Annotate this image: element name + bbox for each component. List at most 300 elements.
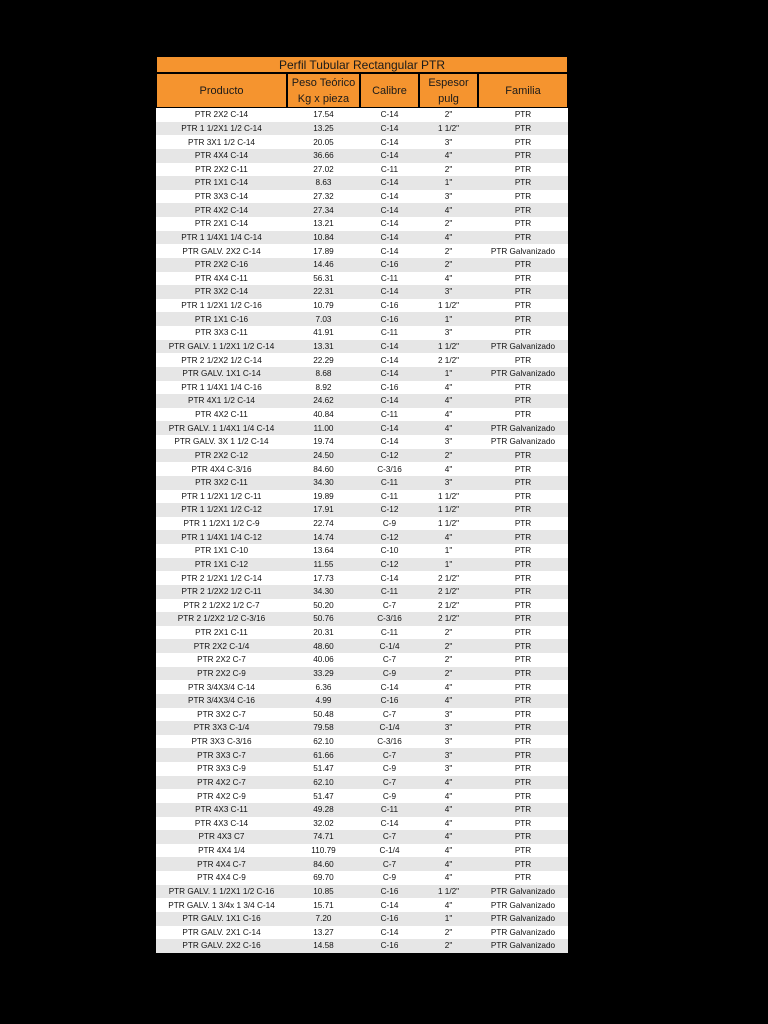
cell-espesor: 2" [444, 628, 453, 638]
cell-calibre: C-14 [380, 682, 399, 692]
cell-producto: PTR 4X1 1/2 C-14 [188, 396, 255, 406]
cell-calibre: C-11 [380, 628, 399, 638]
cell-calibre: C-11 [380, 410, 399, 420]
cell-peso: 15.71 [313, 900, 334, 910]
table-row [156, 667, 568, 681]
cell-producto: PTR 4X2 C-14 [194, 205, 249, 215]
cell-producto: PTR 2X2 C-7 [197, 655, 246, 665]
table-row [156, 653, 568, 667]
cell-peso: 50.76 [313, 614, 334, 624]
table-row [156, 135, 568, 149]
cell-espesor: 2" [444, 655, 453, 665]
table-row [156, 326, 568, 340]
header-peso [287, 73, 360, 108]
table-row [156, 776, 568, 790]
cell-familia: PTR [514, 641, 532, 651]
cell-familia: PTR Galvanizado [490, 341, 556, 351]
table-row [156, 571, 568, 585]
cell-familia: PTR Galvanizado [490, 369, 556, 379]
cell-espesor: 4" [444, 777, 453, 787]
cell-familia: PTR [514, 192, 532, 202]
cell-calibre: C-11 [380, 273, 399, 283]
table-row [156, 762, 568, 776]
header-peso-line2: Kg x pieza [297, 92, 350, 105]
cell-peso: 13.31 [313, 341, 334, 351]
cell-peso: 34.30 [313, 587, 334, 597]
cell-calibre: C-7 [382, 709, 397, 719]
cell-familia: PTR [514, 682, 532, 692]
cell-espesor: 4" [444, 382, 453, 392]
cell-peso: 56.31 [313, 273, 334, 283]
cell-espesor: 4" [444, 859, 453, 869]
cell-espesor: 3" [444, 328, 453, 338]
cell-espesor: 2 1/2" [437, 573, 460, 583]
cell-producto: PTR 4X3 C-14 [194, 818, 249, 828]
cell-producto: PTR 4X3 C-11 [195, 805, 248, 815]
cell-calibre: C-16 [380, 941, 399, 951]
table-row [156, 926, 568, 940]
cell-espesor: 1 1/2" [437, 519, 460, 529]
cell-producto: PTR 4X4 C-11 [195, 273, 248, 283]
table-row [156, 748, 568, 762]
cell-espesor: 4" [444, 205, 453, 215]
table-row [156, 694, 568, 708]
cell-familia: PTR Galvanizado [490, 886, 556, 896]
cell-espesor: 2 1/2" [437, 600, 460, 610]
cell-familia: PTR Galvanizado [490, 246, 556, 256]
cell-producto: PTR 1 1/4X1 1/4 C-16 [181, 382, 262, 392]
cell-calibre: C-7 [382, 655, 397, 665]
cell-producto: PTR GALV. 1 1/4X1 1/4 C-14 [168, 423, 275, 433]
table-row [156, 885, 568, 899]
cell-calibre: C-14 [380, 369, 399, 379]
cell-espesor: 4" [444, 805, 453, 815]
product-table [156, 56, 568, 953]
cell-familia: PTR [514, 832, 532, 842]
cell-familia: PTR [514, 546, 532, 556]
cell-familia: PTR [514, 260, 532, 270]
cell-peso: 74.71 [313, 832, 334, 842]
cell-familia: PTR [514, 382, 532, 392]
cell-peso: 22.74 [313, 519, 334, 529]
cell-peso: 4.99 [315, 696, 332, 706]
table-row [156, 272, 568, 286]
cell-calibre: C-11 [380, 805, 399, 815]
cell-peso: 27.02 [313, 164, 334, 174]
cell-peso: 24.50 [313, 450, 334, 460]
cell-producto: PTR 4X4 1/4 [198, 846, 245, 856]
cell-espesor: 2" [444, 927, 453, 937]
cell-familia: PTR [514, 314, 532, 324]
cell-espesor: 2 1/2" [437, 355, 460, 365]
table-row [156, 353, 568, 367]
cell-producto: PTR 4X4 C-9 [197, 873, 246, 883]
cell-calibre: C-14 [380, 396, 399, 406]
cell-producto: PTR 2 1/2X2 1/2 C-3/16 [177, 614, 266, 624]
cell-producto: PTR 2 1/2X2 1/2 C-14 [181, 355, 262, 365]
cell-espesor: 2" [444, 641, 453, 651]
table-row [156, 803, 568, 817]
cell-peso: 33.29 [313, 668, 334, 678]
header-calibre: Calibre [360, 73, 419, 108]
cell-familia: PTR Galvanizado [490, 437, 556, 447]
cell-peso: 14.74 [313, 532, 334, 542]
cell-peso: 17.73 [313, 573, 334, 583]
cell-calibre: C-12 [380, 450, 399, 460]
cell-espesor: 4" [444, 682, 453, 692]
cell-calibre: C-14 [380, 219, 399, 229]
cell-familia: PTR [514, 232, 532, 242]
cell-producto: PTR 2 1/2X2 1/2 C-7 [183, 600, 260, 610]
table-row [156, 680, 568, 694]
cell-peso: 10.79 [313, 301, 334, 311]
cell-peso: 13.27 [313, 927, 334, 937]
cell-familia: PTR Galvanizado [490, 423, 556, 433]
table-row [156, 190, 568, 204]
cell-calibre: C-14 [380, 927, 399, 937]
header-producto: Producto [156, 73, 287, 108]
cell-peso: 84.60 [313, 464, 334, 474]
table-row [156, 857, 568, 871]
cell-calibre: C-7 [382, 859, 397, 869]
table-row [156, 108, 568, 122]
cell-calibre: C-7 [382, 750, 397, 760]
cell-espesor: 2" [444, 219, 453, 229]
cell-calibre: C-14 [380, 123, 399, 133]
table-row [156, 394, 568, 408]
cell-peso: 13.25 [313, 123, 334, 133]
cell-producto: PTR 2X2 C-14 [194, 110, 249, 120]
cell-producto: PTR 1X1 C-14 [194, 178, 249, 188]
table-row [156, 381, 568, 395]
cell-familia: PTR [514, 491, 532, 501]
header-espesor-line2: pulg [438, 92, 459, 105]
table-row [156, 231, 568, 245]
cell-calibre: C-16 [380, 260, 399, 270]
cell-peso: 11.55 [313, 559, 334, 569]
cell-calibre: C-14 [380, 192, 399, 202]
cell-peso: 32.02 [313, 818, 334, 828]
cell-producto: PTR 3/4X3/4 C-14 [188, 682, 255, 692]
cell-peso: 17.91 [313, 505, 334, 515]
cell-producto: PTR 1 1/2X1 1/2 C-11 [181, 491, 262, 501]
cell-espesor: 3" [444, 287, 453, 297]
cell-producto: PTR 1 1/2X1 1/2 C-9 [183, 519, 260, 529]
cell-calibre: C-14 [380, 437, 399, 447]
cell-calibre: C-1/4 [379, 723, 400, 733]
cell-producto: PTR GALV. 1 1/2X1 1/2 C-14 [168, 341, 275, 351]
header-espesor-line1: Espesor [428, 76, 469, 89]
cell-familia: PTR [514, 301, 532, 311]
cell-familia: PTR [514, 587, 532, 597]
cell-familia: PTR [514, 859, 532, 869]
cell-calibre: C-14 [380, 287, 399, 297]
table-row [156, 639, 568, 653]
cell-calibre: C-14 [380, 246, 399, 256]
cell-calibre: C-14 [380, 151, 399, 161]
cell-familia: PTR [514, 764, 532, 774]
cell-familia: PTR [514, 328, 532, 338]
cell-calibre: C-11 [380, 491, 399, 501]
cell-peso: 34.30 [313, 478, 334, 488]
cell-producto: PTR 1 1/4X1 1/4 C-12 [181, 532, 262, 542]
table-row [156, 612, 568, 626]
cell-espesor: 1 1/2" [437, 505, 460, 515]
cell-familia: PTR [514, 505, 532, 515]
table-row [156, 585, 568, 599]
cell-familia: PTR [514, 600, 532, 610]
cell-calibre: C-11 [380, 164, 399, 174]
cell-espesor: 4" [444, 846, 453, 856]
cell-peso: 20.31 [313, 628, 334, 638]
cell-producto: PTR 1 1/2X1 1/2 C-12 [181, 505, 262, 515]
table-body [156, 108, 568, 953]
left-margin [0, 0, 53, 1024]
cell-espesor: 2" [444, 246, 453, 256]
header-espesor [419, 73, 478, 108]
cell-peso: 17.54 [313, 110, 334, 120]
table-row [156, 435, 568, 449]
table-row [156, 122, 568, 136]
table-row [156, 217, 568, 231]
table-row [156, 408, 568, 422]
cell-producto: PTR 3X3 C-9 [197, 764, 246, 774]
cell-espesor: 2" [444, 941, 453, 951]
cell-producto: PTR 3X2 C-7 [197, 709, 246, 719]
cell-espesor: 1" [444, 546, 453, 556]
cell-producto: PTR 1 1/4X1 1/4 C-14 [181, 232, 262, 242]
cell-familia: PTR [514, 273, 532, 283]
cell-calibre: C-12 [380, 505, 399, 515]
cell-espesor: 1 1/2" [437, 491, 460, 501]
cell-familia: PTR [514, 151, 532, 161]
cell-producto: PTR 2X1 C-11 [195, 628, 248, 638]
cell-calibre: C-7 [382, 832, 397, 842]
cell-calibre: C-10 [380, 546, 399, 556]
cell-producto: PTR 2X2 C-16 [194, 260, 249, 270]
cell-peso: 6.36 [315, 682, 332, 692]
cell-familia: PTR [514, 723, 532, 733]
table-row [156, 258, 568, 272]
cell-espesor: 1" [444, 314, 453, 324]
cell-producto: PTR 3X2 C-14 [194, 287, 249, 297]
table-row [156, 476, 568, 490]
cell-familia: PTR [514, 205, 532, 215]
cell-peso: 8.68 [315, 369, 332, 379]
cell-espesor: 4" [444, 791, 453, 801]
header-familia: Familia [478, 73, 568, 108]
cell-peso: 69.70 [313, 873, 334, 883]
cell-espesor: 3" [444, 764, 453, 774]
cell-espesor: 2" [444, 164, 453, 174]
cell-familia: PTR [514, 655, 532, 665]
cell-espesor: 4" [444, 410, 453, 420]
cell-peso: 51.47 [313, 764, 334, 774]
cell-producto: PTR 3X3 C-14 [194, 192, 249, 202]
cell-familia: PTR [514, 750, 532, 760]
table-row [156, 149, 568, 163]
right-margin [714, 0, 768, 1024]
cell-familia: PTR [514, 355, 532, 365]
cell-peso: 40.84 [313, 410, 334, 420]
cell-peso: 40.06 [313, 655, 334, 665]
cell-peso: 41.91 [313, 328, 334, 338]
cell-calibre: C-7 [382, 777, 397, 787]
table-row [156, 735, 568, 749]
cell-peso: 22.29 [313, 355, 334, 365]
cell-espesor: 1" [444, 369, 453, 379]
cell-producto: PTR 2X1 C-14 [194, 219, 249, 229]
cell-calibre: C-12 [380, 559, 399, 569]
cell-peso: 51.47 [313, 791, 334, 801]
table-row [156, 830, 568, 844]
cell-peso: 36.66 [313, 151, 334, 161]
cell-espesor: 4" [444, 900, 453, 910]
cell-producto: PTR 2 1/2X1 1/2 C-14 [181, 573, 262, 583]
cell-peso: 22.31 [313, 287, 334, 297]
cell-calibre: C-7 [382, 600, 397, 610]
cell-espesor: 3" [444, 709, 453, 719]
cell-espesor: 2 1/2" [437, 587, 460, 597]
cell-producto: PTR 3X3 C-1/4 [193, 723, 250, 733]
cell-familia: PTR [514, 846, 532, 856]
cell-familia: PTR [514, 696, 532, 706]
cell-espesor: 1 1/2" [437, 886, 460, 896]
table-title: Perfil Tubular Rectangular PTR [156, 56, 568, 73]
cell-calibre: C-3/16 [377, 464, 402, 474]
cell-familia: PTR [514, 737, 532, 747]
cell-producto: PTR 2X2 C-12 [194, 450, 249, 460]
cell-familia: PTR [514, 628, 532, 638]
table-row [156, 817, 568, 831]
cell-peso: 27.34 [313, 205, 334, 215]
table-row [156, 299, 568, 313]
cell-calibre: C-16 [380, 314, 399, 324]
cell-espesor: 2" [444, 110, 453, 120]
cell-espesor: 3" [444, 723, 453, 733]
cell-familia: PTR [514, 137, 532, 147]
cell-espesor: 4" [444, 396, 453, 406]
cell-producto: PTR 4X2 C-9 [197, 791, 246, 801]
cell-producto: PTR 2 1/2X2 1/2 C-11 [181, 587, 262, 597]
table-row [156, 163, 568, 177]
cell-familia: PTR [514, 123, 532, 133]
cell-calibre: C-14 [380, 232, 399, 242]
cell-espesor: 4" [444, 532, 453, 542]
cell-espesor: 4" [444, 273, 453, 283]
table-row [156, 176, 568, 190]
cell-producto: PTR GALV. 1X1 C-14 [182, 369, 261, 379]
table-row [156, 871, 568, 885]
cell-peso: 62.10 [313, 777, 334, 787]
cell-calibre: C-11 [380, 328, 399, 338]
table-row [156, 708, 568, 722]
cell-familia: PTR [514, 805, 532, 815]
cell-espesor: 4" [444, 464, 453, 474]
cell-familia: PTR [514, 519, 532, 529]
table-row [156, 544, 568, 558]
cell-espesor: 2" [444, 668, 453, 678]
cell-espesor: 4" [444, 832, 453, 842]
table-row [156, 517, 568, 531]
cell-espesor: 3" [444, 192, 453, 202]
cell-familia: PTR [514, 478, 532, 488]
cell-familia: PTR [514, 709, 532, 719]
table-row [156, 367, 568, 381]
table-row [156, 312, 568, 326]
table-row [156, 340, 568, 354]
cell-producto: PTR 1X1 C-12 [194, 559, 249, 569]
table-row [156, 626, 568, 640]
cell-peso: 110.79 [311, 846, 336, 856]
table-row [156, 285, 568, 299]
cell-producto: PTR 3X1 1/2 C-14 [188, 137, 255, 147]
cell-producto: PTR 4X4 C-7 [197, 859, 246, 869]
cell-peso: 7.20 [315, 914, 332, 924]
table-row [156, 530, 568, 544]
table-row [156, 599, 568, 613]
cell-peso: 61.66 [313, 750, 334, 760]
cell-espesor: 1" [444, 178, 453, 188]
table-row [156, 939, 568, 953]
cell-calibre: C-16 [380, 886, 399, 896]
cell-producto: PTR 3X3 C-3/16 [191, 737, 252, 747]
cell-familia: PTR [514, 614, 532, 624]
cell-espesor: 1" [444, 559, 453, 569]
cell-calibre: C-3/16 [377, 614, 402, 624]
cell-peso: 84.60 [313, 859, 334, 869]
cell-familia: PTR [514, 532, 532, 542]
cell-espesor: 2" [444, 260, 453, 270]
cell-familia: PTR [514, 559, 532, 569]
cell-familia: PTR [514, 178, 532, 188]
cell-espesor: 2 1/2" [437, 614, 460, 624]
cell-calibre: C-9 [382, 519, 397, 529]
cell-producto: PTR 1X1 C-10 [194, 546, 249, 556]
cell-peso: 17.89 [313, 246, 334, 256]
cell-peso: 14.46 [313, 260, 334, 270]
cell-producto: PTR 2X2 C-11 [195, 164, 248, 174]
cell-peso: 27.32 [313, 192, 334, 202]
cell-peso: 11.00 [313, 423, 334, 433]
cell-espesor: 1 1/2" [437, 123, 460, 133]
cell-familia: PTR Galvanizado [490, 927, 556, 937]
cell-producto: PTR 2X2 C-1/4 [193, 641, 250, 651]
cell-familia: PTR [514, 287, 532, 297]
cell-calibre: C-14 [380, 423, 399, 433]
cell-producto: PTR 1 1/2X1 1/2 C-14 [181, 123, 262, 133]
cell-espesor: 4" [444, 818, 453, 828]
cell-familia: PTR [514, 777, 532, 787]
cell-peso: 49.28 [313, 805, 334, 815]
cell-espesor: 4" [444, 423, 453, 433]
cell-espesor: 4" [444, 873, 453, 883]
cell-peso: 24.62 [313, 396, 334, 406]
cell-producto: PTR GALV. 1 3/4x 1 3/4 C-14 [168, 900, 275, 910]
cell-espesor: 4" [444, 696, 453, 706]
table-header [156, 73, 568, 108]
cell-familia: PTR [514, 668, 532, 678]
cell-producto: PTR 3X2 C-11 [195, 478, 248, 488]
table-row [156, 490, 568, 504]
cell-familia: PTR [514, 110, 532, 120]
cell-peso: 50.20 [313, 600, 334, 610]
cell-espesor: 1 1/2" [437, 341, 460, 351]
cell-peso: 13.64 [313, 546, 334, 556]
cell-espesor: 2" [444, 450, 453, 460]
cell-calibre: C-14 [380, 900, 399, 910]
cell-familia: PTR [514, 219, 532, 229]
